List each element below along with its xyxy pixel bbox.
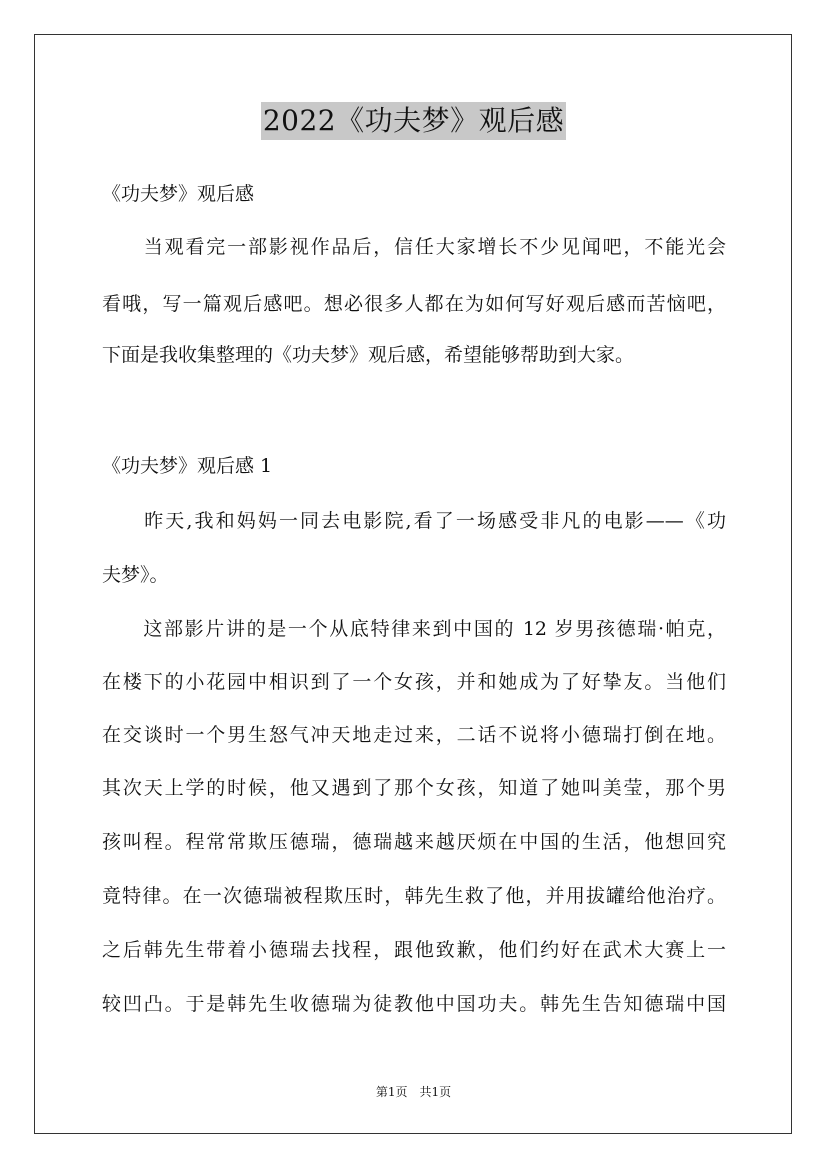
paragraph-line: 在交谈时一个男生怒气冲天地走过来，二话不说将小德瑞打倒在地。 [102, 724, 726, 746]
paragraph-line: 竟特律。在一次德瑞被程欺压时，韩先生救了他，并用拔罐给他治疗。 [102, 885, 726, 907]
paragraph-line: 之后韩先生带着小德瑞去找程，跟他致歉，他们约好在武术大赛上一 [102, 939, 726, 961]
paragraph-line: 其次天上学的时候，他又遇到了那个女孩，知道了她叫美莹，那个男 [102, 777, 726, 799]
document-title: 2022《功夫梦》观后感 [261, 102, 566, 140]
paragraph-line: 在楼下的小花园中相识到了一个女孩，并和她成为了好挚友。当他们 [102, 671, 726, 693]
paragraph-line: 夫梦》。 [102, 564, 169, 586]
paragraph-line: 孩叫程。程常常欺压德瑞，德瑞越来越厌烦在中国的生活，他想回究 [102, 831, 726, 853]
essay-heading: 《功夫梦》观后感 [102, 183, 255, 205]
page-footer: 第1页 共1页 [375, 1085, 452, 1099]
paragraph-line: 这部影片讲的是一个从底特律来到中国的 12 岁男孩德瑞·帕克， [102, 618, 726, 640]
title-wrapper [0, 102, 827, 140]
paragraph-line: 较凹凸。于是韩先生收德瑞为徒教他中国功夫。韩先生告知德瑞中国 [102, 993, 726, 1015]
paragraph-line: 看哦，写一篇观后感吧。想必很多人都在为如何写好观后感而苦恼吧， [102, 293, 726, 315]
paragraph-line: 昨天,我和妈妈一同去电影院,看了一场感受非凡的电影——《功 [102, 510, 726, 532]
paragraph-line: 当观看完一部影视作品后，信任大家增长不少见闻吧，不能光会 [102, 236, 726, 258]
paragraph-line: 下面是我收集整理的《功夫梦》观后感，希望能够帮助到大家。 [102, 344, 635, 366]
section-heading: 《功夫梦》观后感 1 [102, 455, 273, 477]
